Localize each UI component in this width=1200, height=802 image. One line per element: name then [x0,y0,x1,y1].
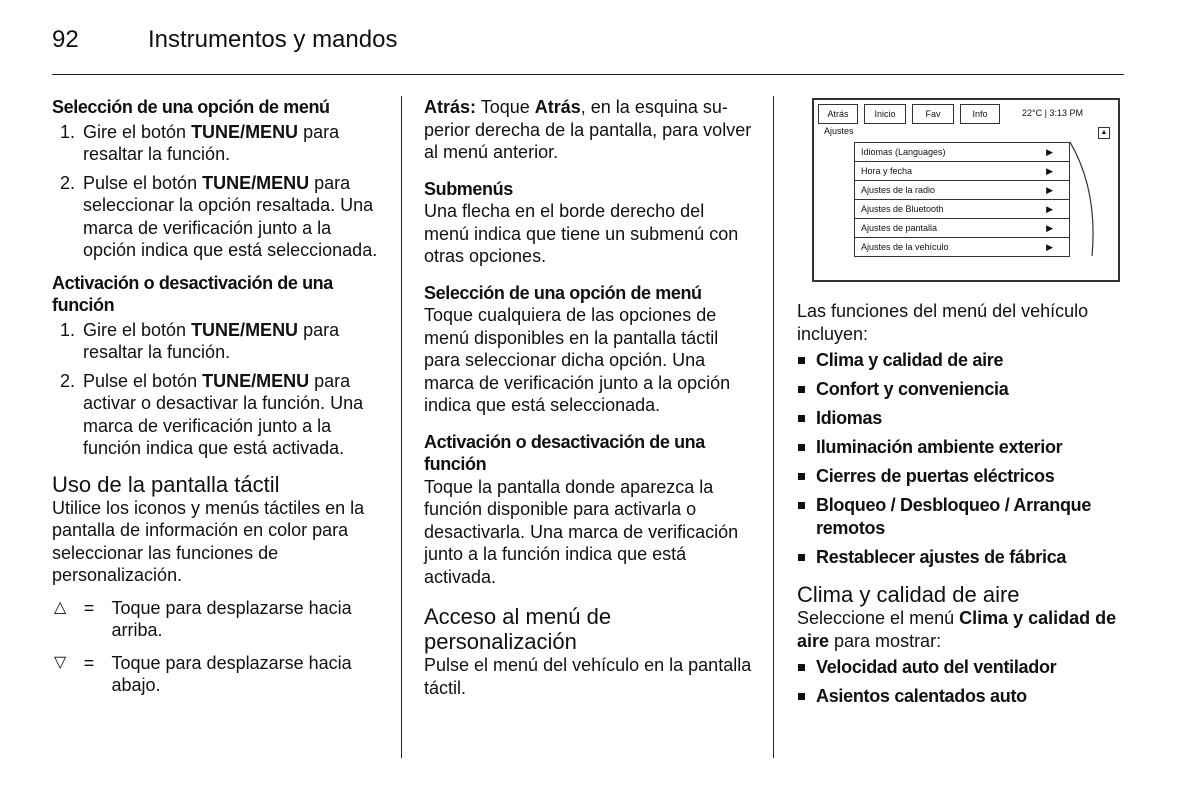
menu-item-label: Ajustes de Bluetooth [861,204,944,214]
menu-item [854,143,1070,162]
scroll-icon: ▲ [1098,127,1110,139]
heading-select-option: Selección de una opción de menú [424,282,702,303]
column-divider-1 [401,96,402,758]
select-steps [52,121,384,262]
back-bold: Atrás [534,97,581,117]
menu-item-label: Ajustes de la vehículo [861,242,949,252]
status-readout: 22°C | 3:13 PM [1022,108,1083,118]
screen-tab-bar [818,104,1006,124]
tab-back: Atrás [818,104,858,124]
menu-item [854,181,1070,200]
toggle-paragraph: Toque la pantalla donde aparezca la función disponible para activarla o desactivarla. Una marca de verificación junto a la función indica que está activada. [424,476,739,587]
triangle-up-icon: △ [54,598,67,616]
list-item: Bloqueo / Desbloqueo / Arranque remotos [797,494,1127,539]
step-text: Pulse el botón [83,370,203,391]
step-number: 1. [60,319,76,340]
back-label: Atrás: [424,97,477,117]
page-number: 92 [52,26,79,53]
tab-fav: Fav [912,104,954,124]
column-1 [52,96,384,697]
climate-paragraph [797,607,1127,652]
submenu-arrow-icon: ▶ [1046,147,1053,157]
step-item [52,121,384,166]
list-item: Restablecer ajustes de fábrica [797,546,1127,569]
back-text: Toque [476,97,535,117]
step-text: Gire el botón [83,319,192,340]
step-text: para seleccionar la opción resaltada. Una marca de verificación junto a la opción indica que está seleccionada. [83,172,378,260]
step-number: 1. [60,121,76,142]
functions-intro: Las funciones del menú del vehículo incluyen: [797,301,1089,344]
tab-home: Inicio [864,104,906,124]
screen-frame [812,98,1120,282]
step-item [52,319,384,364]
heading-toggle-function: Activación o desactivación de una función [424,431,705,474]
access-paragraph: Pulse el menú del vehículo en la pantalla táctil. [424,655,752,698]
climate-list [797,656,1127,708]
step-bold: TUNE/MENU [202,370,310,391]
list-item: Confort y conveniencia [797,378,1127,401]
select-paragraph: Toque cualquiera de las opciones de menú disponibles en la pantalla táctil para seleccionar dicha opción. Una marca de verificación junto a la opción indica que está seleccionada. [424,305,731,415]
menu-item [854,219,1070,238]
symbol-equals: = [83,652,95,673]
climate-bold: Clima y calidad de aire [797,608,1117,651]
heading-access-menu: Acceso al menú de personalización [424,604,612,654]
step-number: 2. [60,370,76,391]
back-paragraph [424,96,752,164]
step-item [52,172,384,262]
step-item [52,370,384,460]
settings-screen-figure [808,96,1126,282]
step-bold: TUNE/MENU [202,172,310,193]
symbol-equals: = [83,597,95,618]
menu-item-label: Hora y fecha [861,166,913,176]
list-item: Iluminación ambiente exterior [797,436,1127,459]
step-text: para resaltar la función. [83,319,340,362]
step-text: para activar o desactivar la función. Una marca de verificación junto a la función indica que está activada. [83,370,364,458]
submenu-arrow-icon: ▶ [1046,166,1053,176]
heading-select-option: Selección de una opción de menú [52,97,330,117]
header-rule [52,74,1124,75]
step-bold: TUNE/MENU [191,319,299,340]
screen-title: Ajustes [824,126,854,136]
step-text: Gire el botón [83,121,192,142]
submenu-arrow-icon: ▶ [1046,185,1053,195]
functions-list [797,349,1127,568]
list-item: Idiomas [797,407,1127,430]
step-text: para resaltar la función. [83,121,340,164]
touch-paragraph: Utilice los iconos y menús táctiles en la pantalla de información en color para seleccionar las funciones de personalización. [52,497,365,585]
menu-item [854,238,1070,257]
symbol-description: Toque para desplazarse hacia abajo. [111,652,352,695]
list-item: Clima y calidad de aire [797,349,1127,372]
heading-submenus: Submenús [424,178,513,199]
symbol-row-down [52,652,384,697]
symbol-row-up [52,597,384,642]
submenu-arrow-icon: ▶ [1046,223,1053,233]
submenu-arrow-icon: ▶ [1046,242,1053,252]
scroll-arc-decoration [1070,140,1100,260]
symbol-description: Toque para desplazarse hacia arriba. [111,597,352,640]
column-3 [797,300,1127,714]
column-2 [424,96,752,699]
heading-climate: Clima y calidad de aire [797,582,1020,607]
tab-info: Info [960,104,1000,124]
menu-item-label: Ajustes de la radio [861,185,936,195]
column-divider-2 [773,96,774,758]
menu-list [854,142,1070,257]
back-text: , en la esquina superior derecha de la pantalla, para volver al menú anterior. [424,97,752,162]
menu-item-label: Ajustes de pantalla [861,223,938,233]
heading-toggle-function: Activación o desactivación de una función [52,272,333,315]
chapter-title: Instrumentos y mandos [148,26,398,53]
menu-item [854,162,1070,181]
climate-text: para mostrar: [829,630,942,651]
list-item: Asientos calentados auto [797,685,1127,708]
menu-item-label: Idiomas (Languages) [861,147,946,157]
triangle-down-icon: ▽ [54,653,67,671]
heading-touch-screen: Uso de la pantalla táctil [52,471,280,497]
climate-text: Seleccione el menú [797,608,960,628]
toggle-steps [52,319,384,460]
menu-item [854,200,1070,219]
step-bold: TUNE/MENU [191,121,299,142]
list-item: Cierres de puertas eléctricos [797,465,1127,488]
step-number: 2. [60,172,76,193]
step-text: Pulse el botón [83,172,203,193]
submenu-arrow-icon: ▶ [1046,204,1053,214]
list-item: Velocidad auto del ventilador [797,656,1127,679]
submenus-paragraph: Una flecha en el borde derecho del menú indica que tiene un submenú con otras opciones. [424,201,739,266]
page-header [52,26,397,54]
